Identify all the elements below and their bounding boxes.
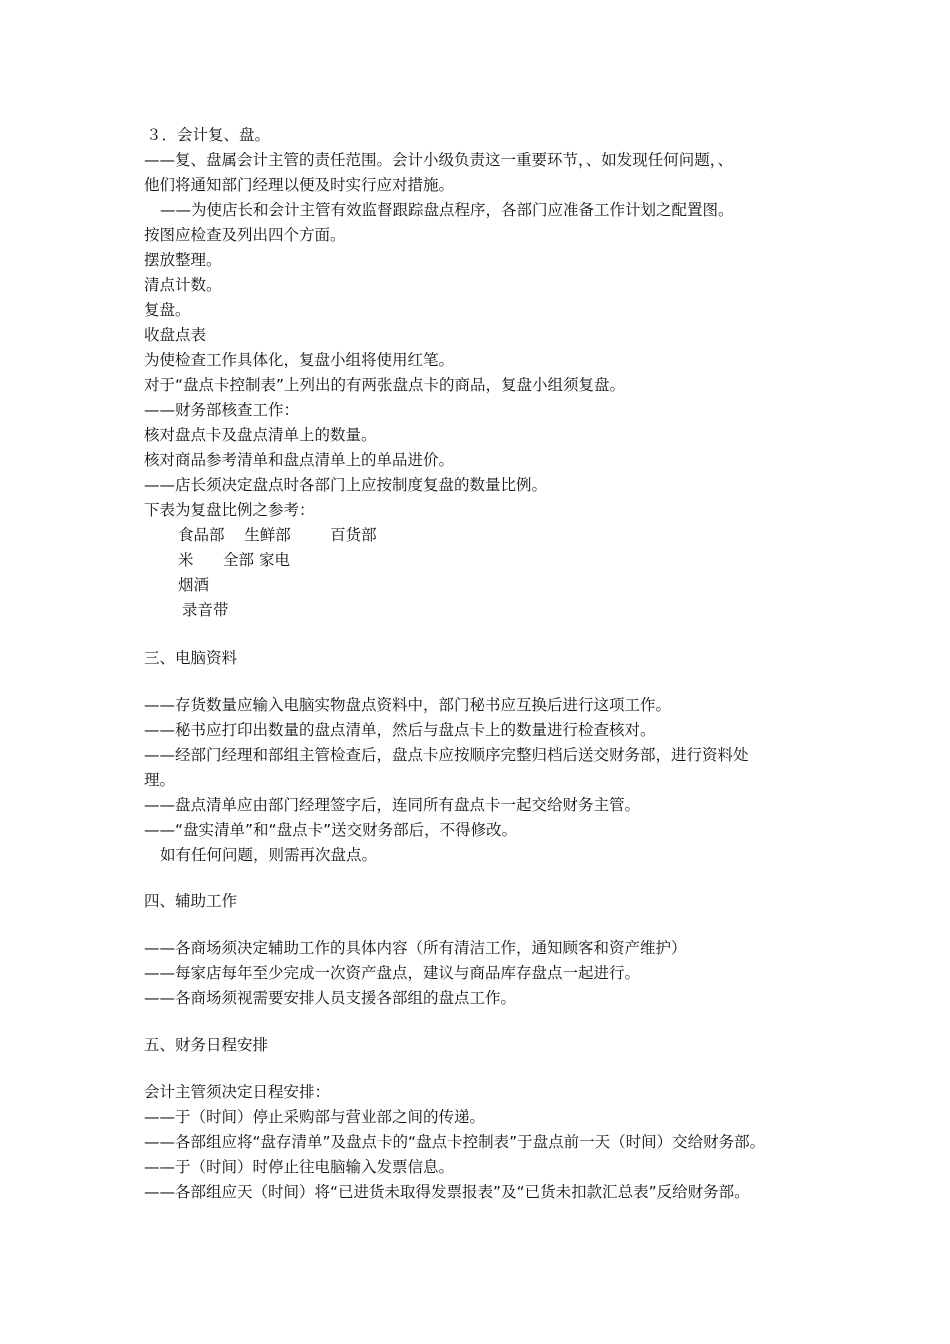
paragraph-line: ——各商场须视需要安排人员支援各部组的盘点工作。 (144, 989, 517, 1007)
paragraph-line: 如有任何问题，则需再次盘点。 (160, 846, 378, 864)
paragraph-line: ——每家店每年至少完成一次资产盘点，建议与商品库存盘点一起进行。 (144, 964, 641, 982)
paragraph-line: ——于（时间）停止采购部与营业部之间的传递。 (144, 1108, 486, 1126)
paragraph-line: 为使检查工作具体化，复盘小组将使用红笔。 (144, 351, 455, 369)
paragraph-line: ——盘点清单应由部门经理签字后，连同所有盘点卡一起交给财务主管。 (144, 796, 641, 814)
paragraph-line: ——为使店长和会计主管有效监督跟踪盘点程序，各部门应准备工作计划之配置图。 (160, 201, 734, 219)
paragraph-line: ——店长须决定盘点时各部门上应按制度复盘的数量比例。 (144, 476, 548, 494)
paragraph-line: 理。 (144, 771, 176, 789)
list-item: 摆放整理。 (144, 251, 222, 269)
ratio-table-row: 录音带 (182, 601, 229, 619)
paragraph-line: ——各部组应将“盘存清单”及盘点卡的“盘点卡控制表”于盘点前一天（时间）交给财务部。 (144, 1133, 766, 1151)
section-heading-computer-data: 三、电脑资料 (144, 649, 238, 667)
list-item: 清点计数。 (144, 276, 222, 294)
list-item: 复盘。 (144, 301, 191, 319)
paragraph-line: ——各商场须决定辅助工作的具体内容（所有清洁工作，通知顾客和资产维护） (144, 939, 687, 957)
paragraph-line: 按图应检查及列出四个方面。 (144, 226, 346, 244)
paragraph-line: 对于“盘点卡控制表”上列出的有两张盘点卡的商品，复盘小组须复盘。 (144, 376, 626, 394)
paragraph-line: ——各部组应天（时间）将“已进货未取得发票报表”及“已货未扣款汇总表”反给财务部。 (144, 1183, 750, 1201)
paragraph-line: 下表为复盘比例之参考： (144, 501, 315, 519)
paragraph-line: 他们将通知部门经理以便及时实行应对措施。 (144, 176, 455, 194)
section-heading-recount: ３．会计复、盘。 (146, 126, 271, 144)
paragraph-line: 核对盘点卡及盘点清单上的数量。 (144, 426, 377, 444)
ratio-table-row: 烟酒 (178, 576, 210, 594)
section-heading-finance-schedule: 五、财务日程安排 (144, 1036, 269, 1054)
paragraph-line: 核对商品参考清单和盘点清单上的单品进价。 (144, 451, 455, 469)
paragraph-line: ——经部门经理和部组主管检查后，盘点卡应按顺序完整归档后送交财务部，进行资料处 (144, 746, 749, 764)
paragraph-line: 会计主管须决定日程安排： (144, 1083, 331, 1101)
ratio-table-row: 米 全部 家电 (178, 551, 290, 569)
paragraph-line: ——复、盘属会计主管的责任范围。会计小级负责这一重要环节，、如发现任何问题，、 (144, 151, 734, 169)
paragraph-line: ——财务部核查工作： (144, 401, 300, 419)
paragraph-line: ——存货数量应输入电脑实物盘点资料中，部门秘书应互换后进行这项工作。 (144, 696, 672, 714)
paragraph-line: ——“盘实清单”和“盘点卡”送交财务部后，不得修改。 (144, 821, 518, 839)
ratio-table-row: 食品部 生鲜部 百货部 (178, 526, 377, 544)
paragraph-line: ——于（时间）时停止往电脑输入发票信息。 (144, 1158, 455, 1176)
section-heading-auxiliary-work: 四、辅助工作 (144, 892, 238, 910)
paragraph-line: ——秘书应打印出数量的盘点清单，然后与盘点卡上的数量进行检查核对。 (144, 721, 656, 739)
list-item: 收盘点表 (144, 326, 207, 344)
